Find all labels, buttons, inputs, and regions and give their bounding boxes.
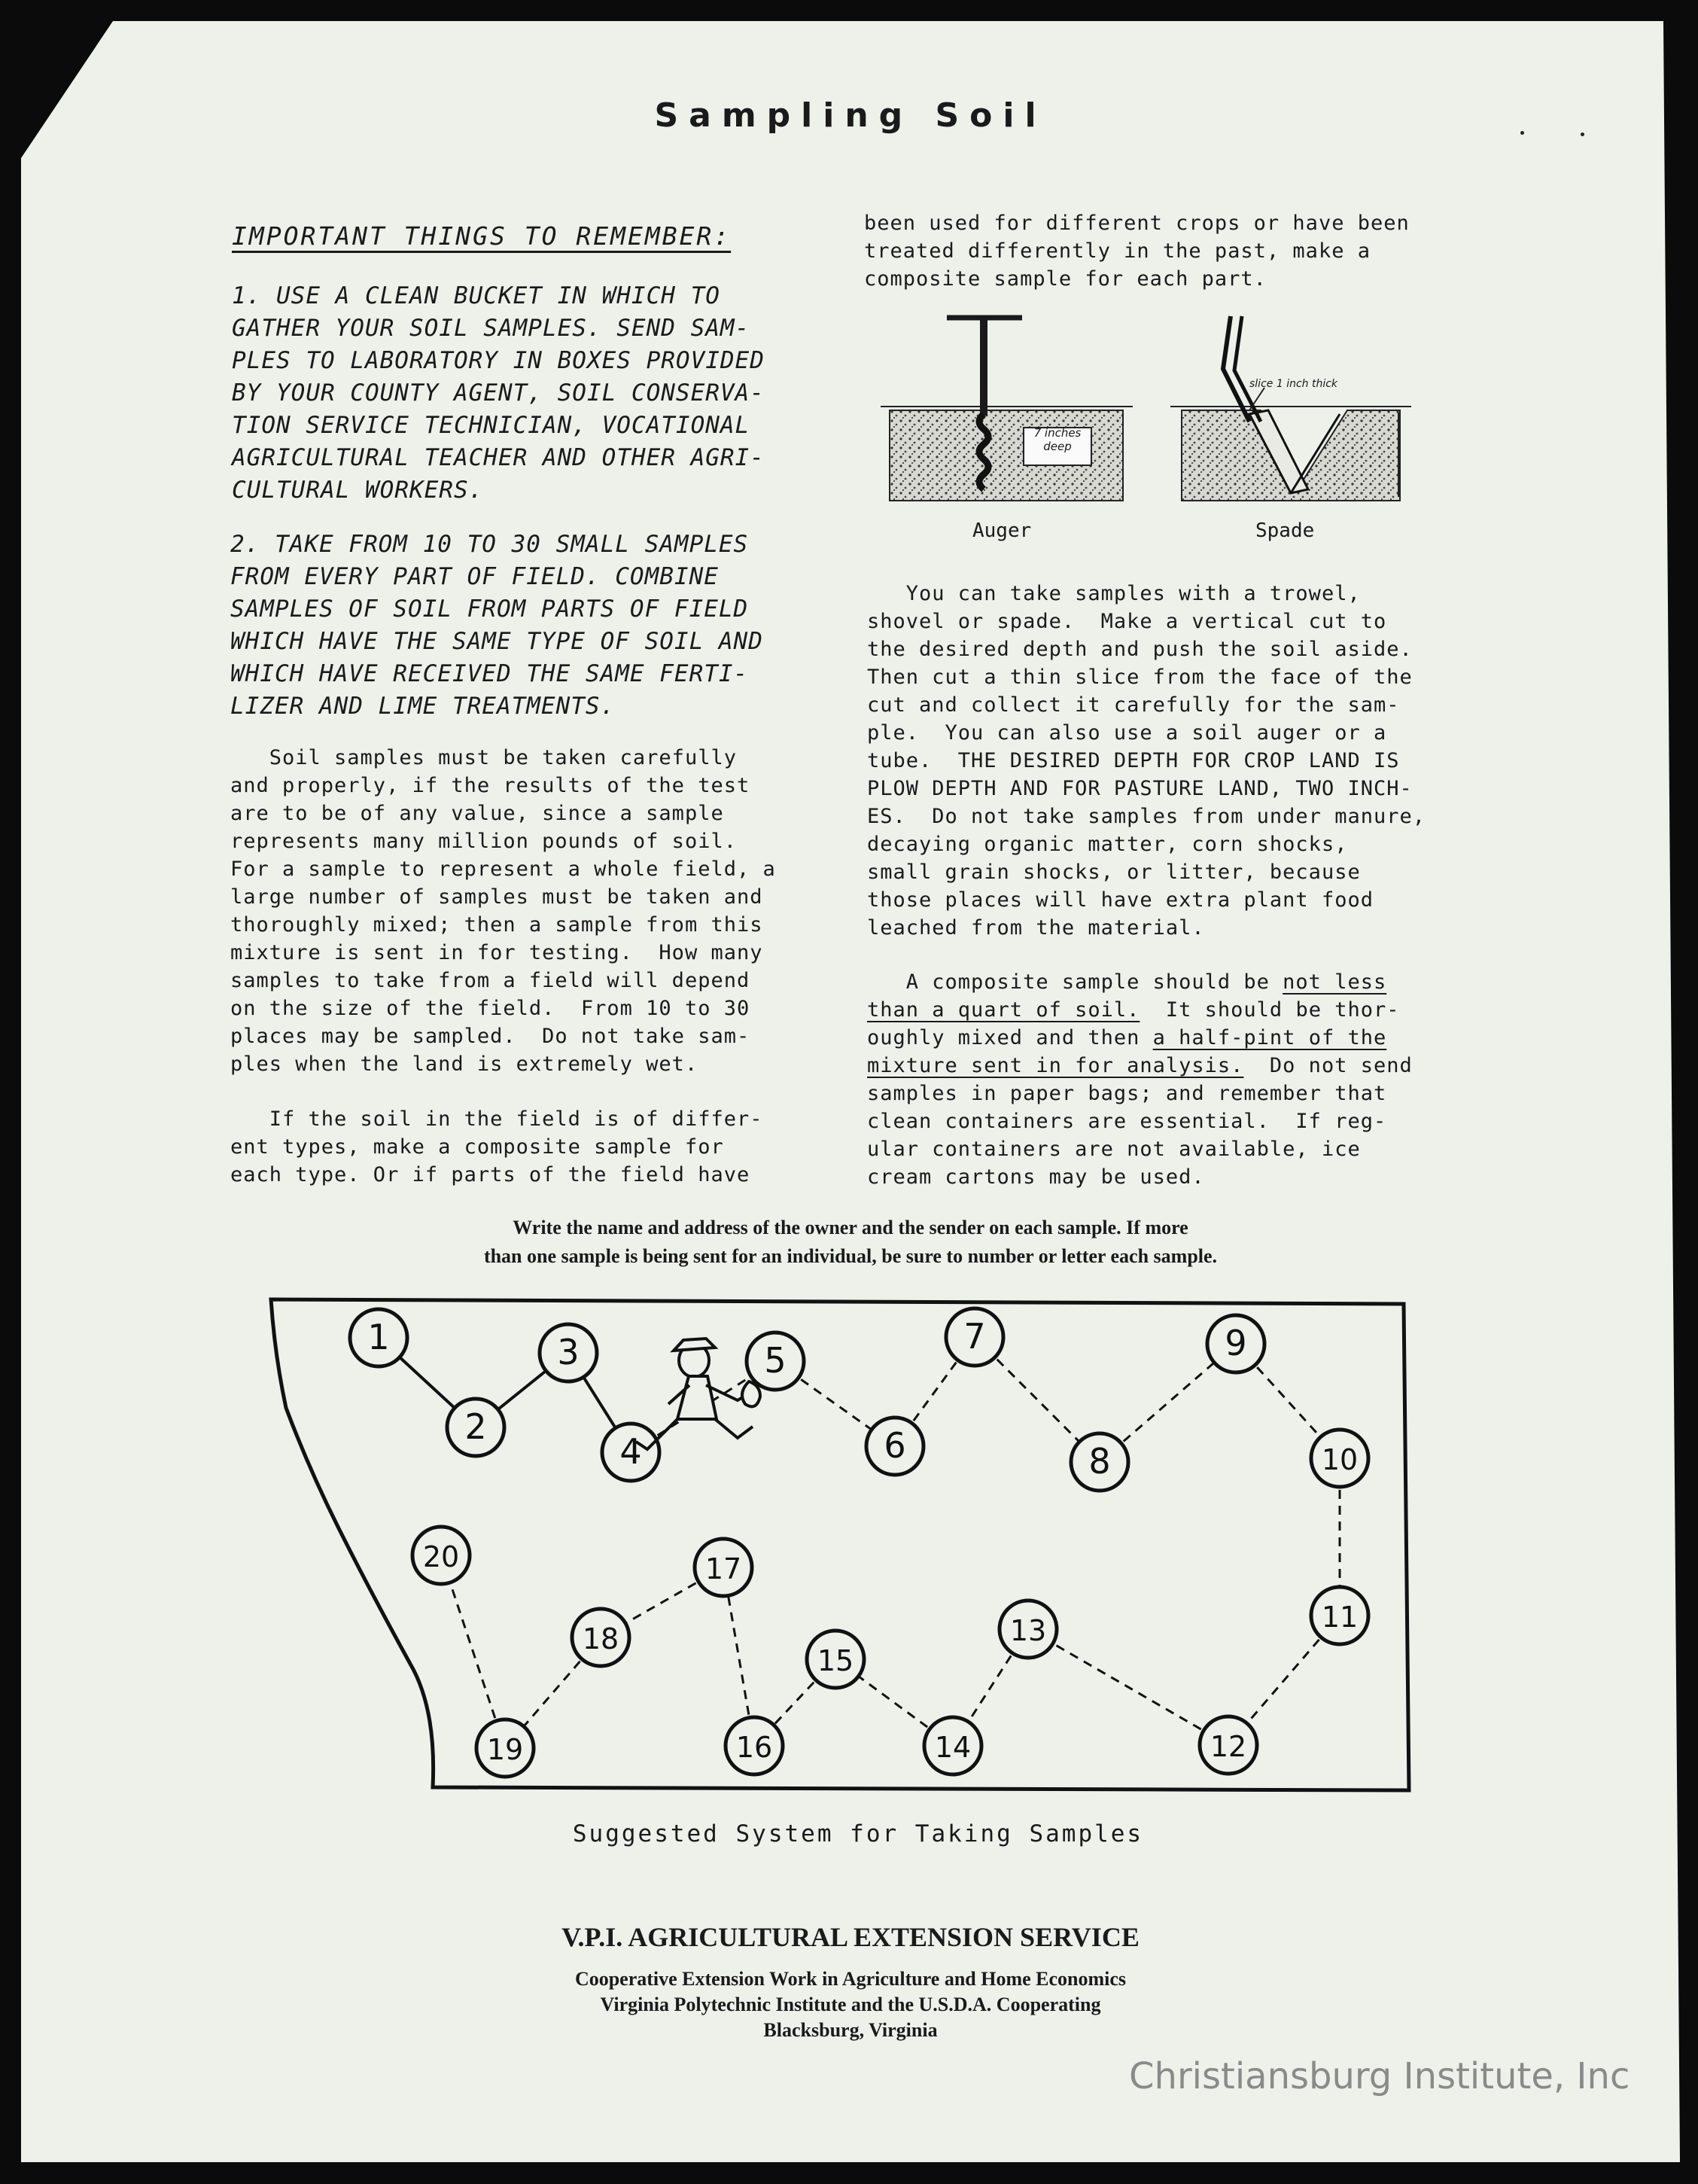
footer-line: Virginia Polytechnic Institute and the U.S.D.A. Cooperating xyxy=(600,1994,1101,2015)
spade-illustration xyxy=(1170,316,1411,501)
path-segment xyxy=(1028,1629,1228,1745)
text-line: thoroughly mixed; then a sample from this xyxy=(230,913,763,937)
sample-point-13 xyxy=(1000,1601,1057,1658)
text-line: the desired depth and push the soil aside. xyxy=(867,638,1413,661)
text-line xyxy=(867,1052,1413,1080)
sample-point-15 xyxy=(807,1631,864,1688)
sampling-tools-figure xyxy=(881,301,1453,519)
text-line: clean containers are essential. If reg- xyxy=(867,1110,1387,1133)
item-1-line: 1. USE A CLEAN BUCKET IN WHICH TO xyxy=(232,282,720,309)
item-2-line: LIZER AND LIME TREATMENTS. xyxy=(230,693,616,720)
text-line: cream cartons may be used. xyxy=(867,1165,1205,1189)
sample-point-18 xyxy=(572,1609,629,1666)
item-2-line: WHICH HAVE THE SAME TYPE OF SOIL AND xyxy=(230,628,763,655)
auger-label: Auger xyxy=(972,519,1032,542)
text-line: mixture is sent in for testing. How many xyxy=(230,941,763,964)
sample-point-number: 18 xyxy=(582,1622,619,1656)
text-line: Soil samples must be taken carefully xyxy=(230,746,737,769)
sample-point-number: 19 xyxy=(486,1733,524,1766)
text-line: small grain shocks, or litter, because xyxy=(867,861,1361,884)
footer-line: Cooperative Extension Work in Agriculture and Home Economics xyxy=(574,1968,1127,1990)
paragraph-soil-samples xyxy=(230,744,776,1078)
text-line xyxy=(867,996,1413,1024)
spade-note: slice 1 inch thick xyxy=(1249,378,1338,390)
auger-note: 7 inches deep xyxy=(1033,426,1082,453)
sample-point-number: 6 xyxy=(884,1425,906,1466)
paragraph-how-to-sample xyxy=(867,580,1426,942)
text-line: You can take samples with a trowel, xyxy=(867,582,1361,605)
sample-point-19 xyxy=(476,1719,534,1777)
text-line: PLOW DEPTH AND FOR PASTURE LAND, TWO INCH- xyxy=(867,777,1413,800)
sampling-path xyxy=(379,1337,1340,1748)
item-2-line: SAMPLES OF SOIL FROM PARTS OF FIELD xyxy=(230,595,749,623)
sample-point-number: 17 xyxy=(704,1552,742,1585)
sample-point-7 xyxy=(946,1308,1003,1366)
text-line: places may be sampled. Do not take sam- xyxy=(230,1025,750,1048)
sample-point-8 xyxy=(1071,1433,1128,1491)
text-line: ES. Do not take samples from under manure, xyxy=(867,805,1426,828)
paragraph-continued xyxy=(864,209,1410,293)
sample-point-number: 13 xyxy=(1009,1614,1047,1647)
sample-point-number: 4 xyxy=(619,1431,642,1472)
text-run: A composite sample should be xyxy=(867,970,1283,994)
sample-point-number: 1 xyxy=(367,1317,390,1357)
underlined-text: mixture sent in for analysis. xyxy=(867,1054,1244,1077)
text-line xyxy=(867,968,1413,996)
sample-point-number: 20 xyxy=(422,1540,460,1573)
sample-point-number: 16 xyxy=(735,1731,773,1764)
sample-point-16 xyxy=(726,1717,783,1774)
watermark: Christiansburg Institute, Inc xyxy=(1129,2055,1630,2097)
text-line: ple. You can also use a soil auger or a xyxy=(867,721,1387,745)
underlined-text: a half-pint of the xyxy=(1152,1026,1387,1049)
text-line: decaying organic matter, corn shocks, xyxy=(867,833,1348,856)
item-1-line: PLES TO LABORATORY IN BOXES PROVIDED xyxy=(232,347,765,374)
text-line: composite sample for each part. xyxy=(864,267,1267,291)
footer-organization: V.P.I. AGRICULTURAL EXTENSION SERVICE xyxy=(561,1922,1140,1952)
sample-point-number: 3 xyxy=(557,1332,580,1372)
item-2-line: 2. TAKE FROM 10 TO 30 SMALL SAMPLES xyxy=(230,531,749,558)
footer-details xyxy=(324,1966,1377,2043)
text-line: are to be of any value, since a sample xyxy=(230,802,724,825)
sample-point-17 xyxy=(695,1539,752,1596)
sample-point-5 xyxy=(747,1333,804,1390)
text-run: It should be thor- xyxy=(1140,998,1400,1022)
sample-point-number: 8 xyxy=(1088,1441,1111,1482)
text-line: tube. THE DESIRED DEPTH FOR CROP LAND IS xyxy=(867,749,1400,772)
farmer-figure xyxy=(636,1339,760,1449)
sample-point-number: 7 xyxy=(963,1316,986,1357)
text-line: samples in paper bags; and remember that xyxy=(867,1082,1387,1105)
sample-point-number: 11 xyxy=(1321,1601,1359,1634)
sample-point-4 xyxy=(602,1424,659,1481)
sample-point-9 xyxy=(1207,1315,1264,1372)
item-1 xyxy=(232,280,765,507)
text-line: Then cut a thin slice from the face of the xyxy=(867,666,1413,689)
sample-points xyxy=(350,1308,1368,1777)
text-run: Do not send xyxy=(1243,1054,1413,1077)
underlined-text: than a quart of soil. xyxy=(867,998,1140,1022)
item-1-line: TION SERVICE TECHNICIAN, VOCATIONAL xyxy=(232,412,750,439)
text-line: on the size of the field. From 10 to 30 xyxy=(230,997,750,1020)
sample-point-6 xyxy=(866,1418,924,1475)
text-line xyxy=(867,1024,1413,1052)
auger-illustration xyxy=(881,318,1133,501)
text-line: treated differently in the past, make a xyxy=(864,239,1371,263)
item-1-line: GATHER YOUR SOIL SAMPLES. SEND SAM- xyxy=(232,315,750,342)
field-sampling-diagram xyxy=(256,1287,1430,1799)
text-line: leached from the material. xyxy=(867,916,1205,940)
sample-point-number: 14 xyxy=(934,1731,972,1764)
item-1-line: CULTURAL WORKERS. xyxy=(232,477,484,504)
paragraph-composite-sample xyxy=(867,968,1413,1191)
text-line: large number of samples must be taken and xyxy=(230,885,763,909)
sample-point-3 xyxy=(540,1324,597,1381)
text-line: ular containers are not available, ice xyxy=(867,1138,1361,1161)
paragraph-soil-types xyxy=(230,1105,762,1189)
text-line: If the soil in the field is of differ- xyxy=(230,1107,763,1131)
spade-label: Spade xyxy=(1255,519,1315,542)
sample-point-2 xyxy=(447,1399,504,1456)
underlined-text: not less xyxy=(1283,970,1387,994)
item-2 xyxy=(230,528,763,723)
speck xyxy=(1581,133,1584,136)
sample-point-12 xyxy=(1200,1716,1257,1774)
sample-point-number: 2 xyxy=(464,1406,487,1447)
note-line: than one sample is being sent for an individual, be sure to number or letter each sample. xyxy=(483,1245,1218,1267)
item-1-line: BY YOUR COUNTY AGENT, SOIL CONSERVA- xyxy=(232,379,765,407)
text-line: For a sample to represent a whole field, a xyxy=(230,857,776,881)
text-line: and properly, if the results of the test xyxy=(230,774,750,797)
text-run: oughly mixed and then xyxy=(867,1026,1153,1049)
item-2-line: WHICH HAVE RECEIVED THE SAME FERTI- xyxy=(230,660,749,687)
text-line: cut and collect it carefully for the sam- xyxy=(867,693,1400,717)
sample-point-number: 12 xyxy=(1210,1730,1247,1763)
sample-point-number: 9 xyxy=(1225,1323,1247,1363)
sample-point-14 xyxy=(924,1717,981,1774)
text-line: ent types, make a composite sample for xyxy=(230,1135,724,1159)
item-2-line: FROM EVERY PART OF FIELD. COMBINE xyxy=(230,563,719,590)
sample-point-number: 15 xyxy=(817,1644,854,1677)
text-line: ples when the land is extremely wet. xyxy=(230,1052,698,1076)
text-line: represents many million pounds of soil. xyxy=(230,830,737,853)
sample-point-10 xyxy=(1311,1430,1368,1487)
page-title: Sampling Soil xyxy=(654,96,1047,135)
text-line: shovel or spade. Make a vertical cut to xyxy=(867,610,1387,633)
text-line: samples to take from a field will depend xyxy=(230,969,750,992)
labeling-note xyxy=(248,1214,1453,1271)
section-heading: IMPORTANT THINGS TO REMEMBER: xyxy=(232,221,732,251)
item-1-line: AGRICULTURAL TEACHER AND OTHER AGRI- xyxy=(232,444,765,471)
footer-line: Blacksburg, Virginia xyxy=(763,2019,938,2041)
speck xyxy=(1520,131,1524,135)
sample-point-number: 10 xyxy=(1321,1443,1359,1476)
sample-point-20 xyxy=(412,1527,470,1584)
text-line: those places will have extra plant food xyxy=(867,888,1374,912)
text-line: each type. Or if parts of the field have xyxy=(230,1163,750,1186)
sample-point-1 xyxy=(350,1309,407,1366)
diagram-caption: Suggested System for Taking Samples xyxy=(572,1820,1144,1847)
sample-point-11 xyxy=(1311,1587,1368,1644)
text-line: been used for different crops or have been xyxy=(864,212,1410,235)
note-line: Write the name and address of the owner and the sender on each sample. If more xyxy=(513,1217,1188,1238)
sample-point-number: 5 xyxy=(764,1340,787,1381)
